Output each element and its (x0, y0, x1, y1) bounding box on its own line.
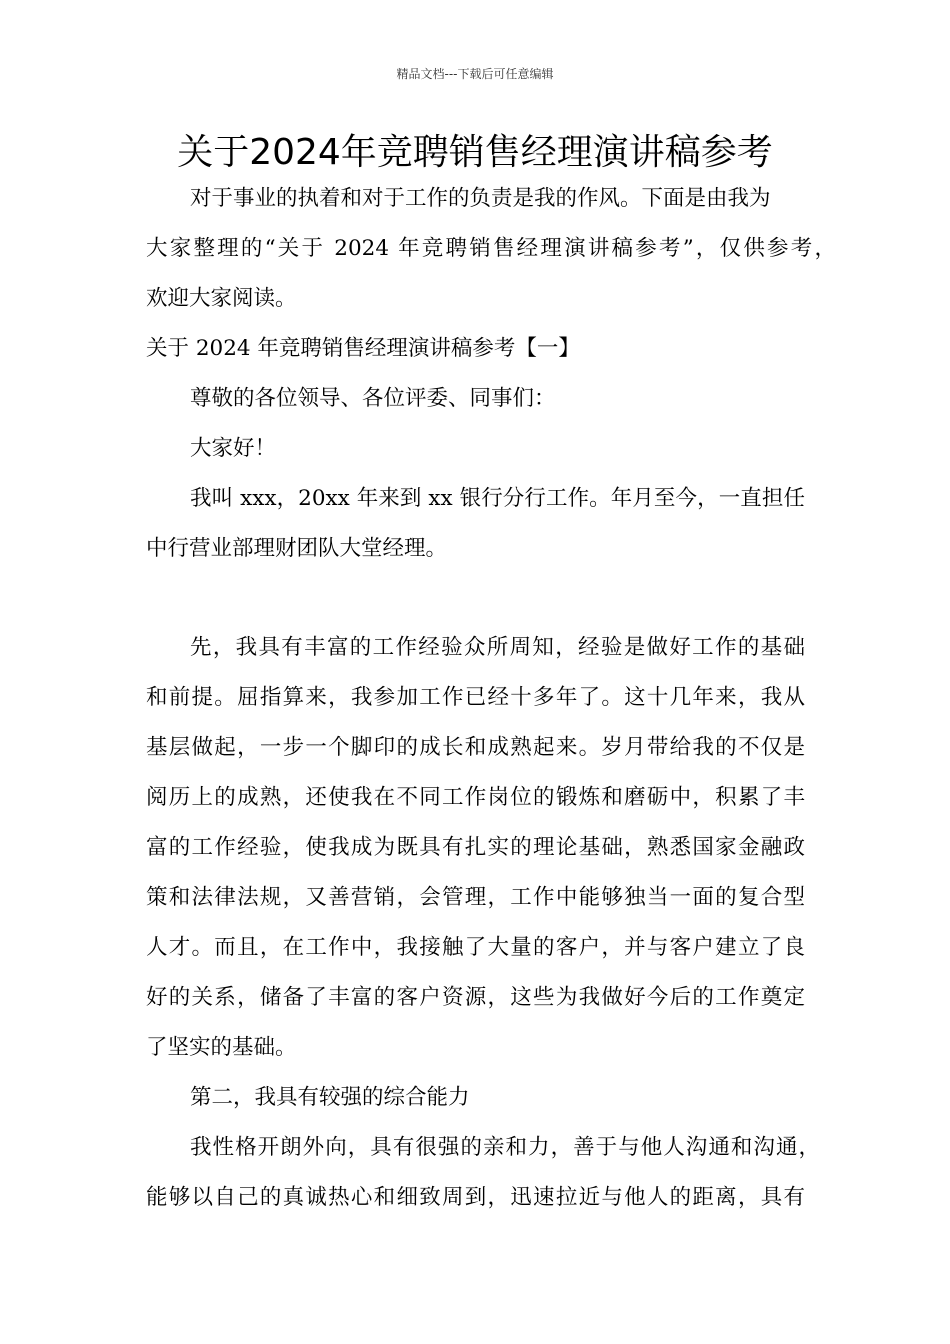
paragraph-line: 我叫 xxx，20xx 年来到 xx 银行分行工作。年月至今，一直担任 (190, 486, 805, 511)
paragraph-line: 大家整理的“关于 2024 年竞聘销售经理演讲稿参考”，仅供参考， (146, 236, 836, 261)
paragraph-line: 对于事业的执着和对于工作的负责是我的作风。下面是由我为 (190, 186, 771, 211)
paragraph-line: 基层做起，一步一个脚印的成长和成熟起来。岁月带给我的不仅是 (146, 735, 805, 760)
page-header-note: 精品文档---下载后可任意编辑 (396, 67, 554, 81)
paragraph-line: 中行营业部理财团队大堂经理。 (146, 536, 448, 561)
paragraph-line: 策和法律法规，又善营销，会管理，工作中能够独当一面的复合型 (146, 885, 805, 910)
section-heading: 关于 2024 年竞聘销售经理演讲稿参考【一】 (146, 336, 580, 361)
paragraph-line: 欢迎大家阅读。 (146, 286, 297, 311)
paragraph-line: 阅历上的成熟，还使我在不同工作岗位的锻炼和磨砺中，积累了丰 (146, 785, 805, 810)
paragraph-line: 富的工作经验，使我成为既具有扎实的理论基础，熟悉国家金融政 (146, 835, 805, 860)
document-title: 关于2024年竞聘销售经理演讲稿参考 (177, 132, 773, 173)
paragraph-line: 大家好！ (190, 436, 277, 461)
paragraph-line: 我性格开朗外向，具有很强的亲和力，善于与他人沟通和沟通， (190, 1135, 820, 1160)
paragraph-line: 尊敬的各位领导、各位评委、同事们： (190, 386, 556, 411)
paragraph-line: 了坚实的基础。 (146, 1035, 297, 1060)
paragraph-line: 先，我具有丰富的工作经验众所周知，经验是做好工作的基础 (190, 635, 805, 660)
paragraph-line: 能够以自己的真诚热心和细致周到，迅速拉近与他人的距离，具有 (146, 1185, 805, 1210)
paragraph-line: 和前提。屈指算来，我参加工作已经十多年了。这十几年来，我从 (146, 685, 805, 710)
paragraph-line: 人才。而且，在工作中，我接触了大量的客户，并与客户建立了良 (146, 935, 805, 960)
paragraph-line: 好的关系，储备了丰富的客户资源，这些为我做好今后的工作奠定 (146, 985, 805, 1010)
section-heading: 第二，我具有较强的综合能力 (190, 1085, 470, 1110)
